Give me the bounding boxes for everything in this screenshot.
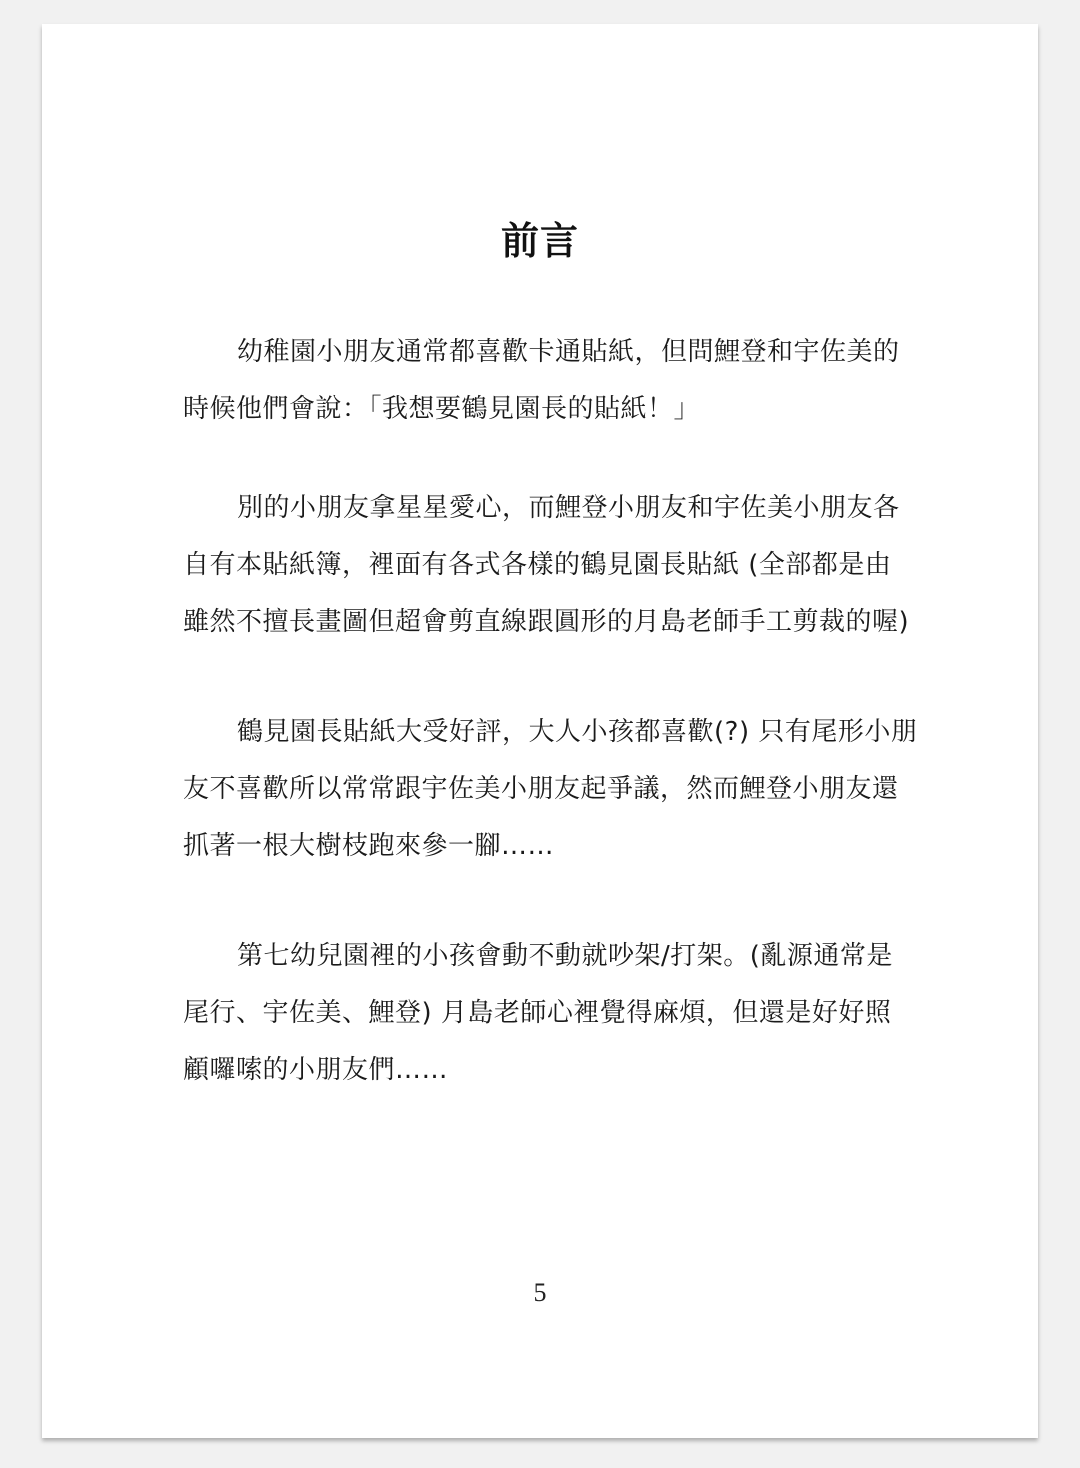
paragraph-2 [183,480,910,651]
paragraph-line: 顧囉嗦的小朋友們…… [183,1055,449,1085]
paragraph-line: 自有本貼紙簿，裡面有各式各樣的鶴見園長貼紙 (全部都是由 [183,550,892,580]
paragraph-line: 抓著一根大樹枝跑來參一腳…… [183,831,555,861]
paragraph-4 [183,928,903,1099]
paragraph-line: 時候他們會說：「我想要鶴見園長的貼紙！」 [183,394,701,424]
page-number: 5 [533,1278,547,1307]
paragraph-line: 鶴見園長貼紙大受好評，大人小孩都喜歡(?) 只有尾形小朋 [237,717,918,747]
paragraph-1 [183,324,903,438]
paragraph-line: 別的小朋友拿星星愛心，而鯉登小朋友和宇佐美小朋友各 [237,493,900,523]
paragraph-line: 雖然不擅長畫圖但超會剪直線跟圓形的月島老師手工剪裁的喔) [183,607,910,637]
paragraph-line: 第七幼兒園裡的小孩會動不動就吵架/打架。(亂源通常是 [237,941,893,971]
paragraph-3 [183,704,918,875]
paragraph-line: 尾行、宇佐美、鯉登) 月島老師心裡覺得麻煩，但還是好好照 [183,998,892,1028]
paragraph-line: 友不喜歡所以常常跟宇佐美小朋友起爭議，然而鯉登小朋友還 [183,774,899,804]
page-title: 前言 [500,218,579,263]
paragraph-line: 幼稚園小朋友通常都喜歡卡通貼紙，但問鯉登和宇佐美的 [237,337,900,367]
document-page [42,24,1038,1438]
